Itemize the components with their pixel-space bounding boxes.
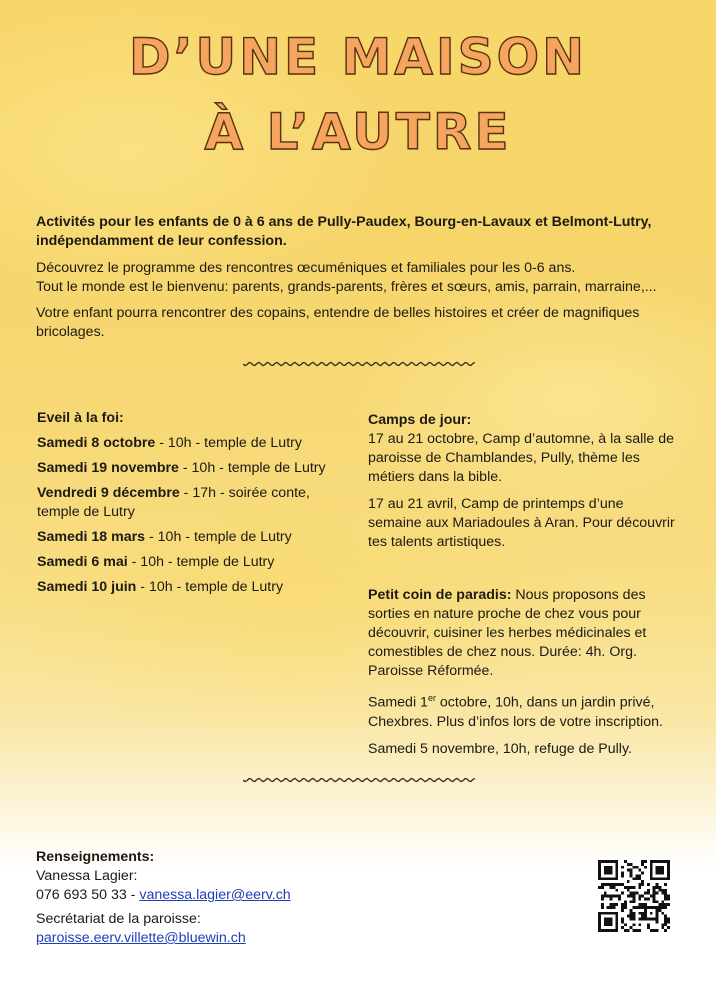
eveil-event-date: Samedi 8 octobre <box>37 435 156 451</box>
wave-divider-top <box>243 359 475 369</box>
eveil-event-date: Samedi 18 mars <box>37 529 146 545</box>
paradis-date-1-day: Samedi 1 <box>368 694 428 711</box>
eveil-event-date: Vendredi 9 décembre <box>37 485 180 501</box>
wave-divider-bottom <box>243 775 475 785</box>
paradis-date-1-sup: er <box>427 693 436 703</box>
intro-section <box>36 213 684 349</box>
eveil-event-detail: - 10h - temple de Lutry <box>155 435 302 451</box>
eveil-event-detail: - 10h - temple de Lutry <box>178 460 326 476</box>
contact-section <box>36 848 436 948</box>
qr-code-icon <box>598 860 670 932</box>
paradis-date-1 <box>368 689 680 732</box>
title-line-1: D’UNE MAISON <box>129 28 587 86</box>
intro-lead: Activités pour les enfants de 0 à 6 ans de Pully-Paudex, Bourg-en-Lavaux et Belmont-Lutry, indépendamment de leur confession. <box>36 214 652 249</box>
eveil-event <box>37 528 337 547</box>
eveil-event <box>37 484 337 522</box>
intro-paragraph-2: Votre enfant pourra rencontrer des copains, entendre de belles histoires et créer de magnifiques bricolages. <box>36 305 640 340</box>
eveil-event <box>37 459 337 478</box>
contact-phone: 076 693 50 33 - <box>36 887 140 903</box>
title-line-2: À L’AUTRE <box>204 103 512 161</box>
contact-phone-line <box>36 886 436 905</box>
intro-line-2: Tout le monde est le bienvenu: parents, grands-parents, frères et sœurs, amis, parrain, marraine,... <box>36 279 657 295</box>
eveil-event <box>37 578 337 597</box>
paradis-date-1-detail: octobre, 10h, dans un jardin privé, Chexbres. Plus d’infos lors de votre inscription. <box>368 694 663 730</box>
camps-heading: Camps de jour: <box>368 412 472 428</box>
eveil-heading: Eveil à la foi: <box>37 410 124 426</box>
secretariat-email-link[interactable]: paroisse.eerv.villette@bluewin.ch <box>36 930 246 946</box>
eveil-event-date: Samedi 6 mai <box>37 554 128 570</box>
eveil-list <box>37 434 337 597</box>
eveil-event <box>37 434 337 453</box>
eveil-event-detail: - 17h - soirée conte, temple de Lutry <box>37 485 310 520</box>
eveil-event-date: Samedi 19 novembre <box>37 460 179 476</box>
right-column <box>368 411 680 767</box>
paradis-text: Nous proposons des sorties en nature proche de chez vous pour découvrir, cuisiner les herbes médicinales et comestibles de chez nous. Durée: 4h. Org. Paroisse Réformée. <box>368 587 647 679</box>
paradis-date-2: Samedi 5 novembre, 10h, refuge de Pully. <box>368 740 632 757</box>
camp-spring: 17 au 21 avril, Camp de printemps d’une semaine aux Mariadoules à Aran. Pour découvrir tes talents artistiques. <box>368 496 675 550</box>
paradis-heading: Petit coin de paradis: <box>368 587 512 603</box>
eveil-event-detail: - 10h - temple de Lutry <box>145 529 292 545</box>
eveil-event-detail: - 10h - temple de Lutry <box>127 554 275 570</box>
intro-line-1: Découvrez le programme des rencontres œcuméniques et familiales pour les 0-6 ans. <box>36 260 576 276</box>
secretariat-label: Secrétariat de la paroisse: <box>36 911 201 927</box>
contact-label: Renseignements: <box>36 849 155 865</box>
eveil-event-detail: - 10h - temple de Lutry <box>136 579 284 595</box>
contact-email-link[interactable]: vanessa.lagier@eerv.ch <box>139 887 291 903</box>
contact-name: Vanessa Lagier: <box>36 868 138 884</box>
camp-autumn: 17 au 21 octobre, Camp d’automne, à la salle de paroisse de Chamblandes, Pully, thème les métiers dans la bible. <box>368 431 675 485</box>
eveil-section <box>37 409 337 597</box>
eveil-event-date: Samedi 10 juin <box>37 579 137 595</box>
eveil-event <box>37 553 337 572</box>
paradis-block <box>368 586 680 681</box>
